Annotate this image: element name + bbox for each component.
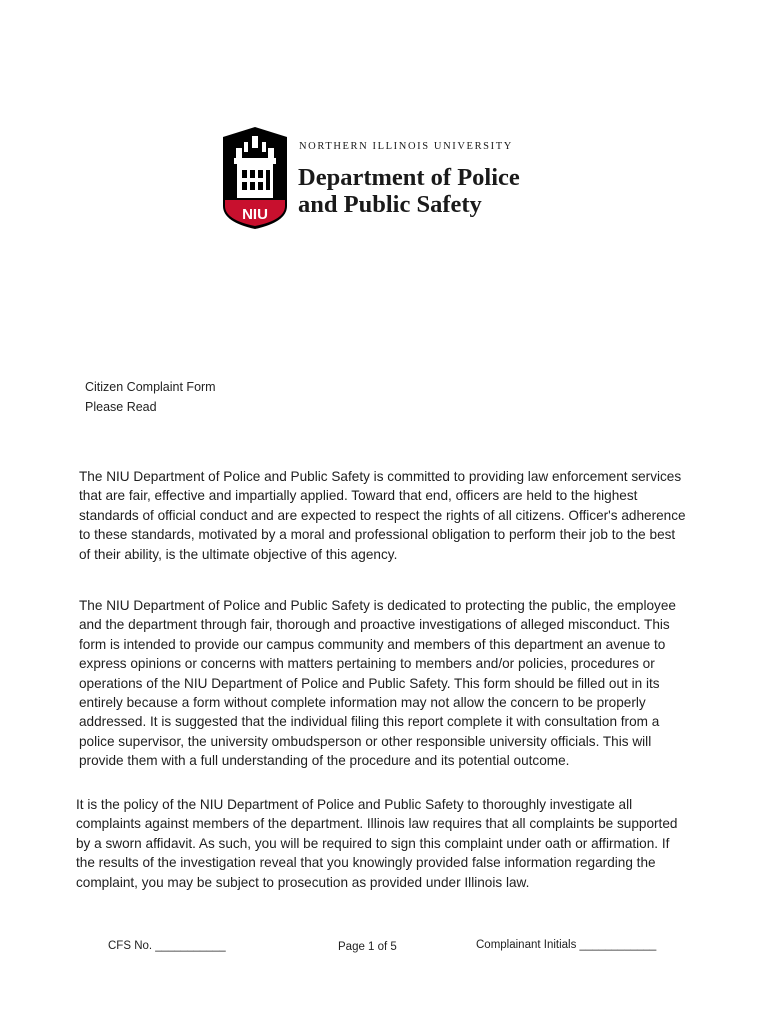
department-line-2: and Public Safety — [298, 191, 482, 218]
niu-shield-emblem-icon — [222, 126, 288, 230]
complainant-initials-field: Complainant Initials ____________ — [476, 939, 657, 951]
niu-police-logo — [222, 126, 552, 234]
niu-emblem-text: NIU — [242, 206, 268, 223]
purpose-paragraph: The NIU Department of Police and Public Safety is dedicated to protecting the public, the employee and the department through fair, thorough and proactive investigations of alleged misconduct. This form is intended to provide our campus community and members of this department an avenue to express opinions or concerns with matters pertaining to members and/or policies, procedures or operations of the NIU Department of Police and Public Safety. This form should be filled out in its entirely because a form without complete information may not allow the concern to be properly addressed. It is suggested that the individual filing this report complete it with consultation from a police supervisor, the university ombudsperson or other responsible university officials. This will provide them with a full understanding of the procedure and its potential outcome. — [79, 598, 676, 769]
page-number: Page 1 of 5 — [338, 941, 397, 953]
form-heading — [85, 378, 216, 417]
department-line-1: Department of Police — [298, 164, 520, 191]
form-subtitle: Please Read — [85, 399, 157, 414]
university-name: NORTHERN ILLINOIS UNIVERSITY — [299, 141, 513, 152]
form-title: Citizen Complaint Form — [85, 380, 216, 394]
intro-paragraph: The NIU Department of Police and Public Safety is committed to providing law enforcement services that are fair, effective and impartially applied. Toward that end, officers are held to the highest standards of official conduct and are expected to respect the rights of all citizens. Officer's adherence to these standards, motivated by a moral and professional obligation to perform their job to the best of their ability, is the ultimate objective of this agency. — [79, 469, 686, 562]
policy-paragraph: It is the policy of the NIU Department of Police and Public Safety to thoroughly investigate all complaints against members of the department. Illinois law requires that all complaints be supported by a sworn affidavit. As such, you will be required to sign this complaint under oath or affirmation. If the results of the investigation reveal that you knowingly provided false information regarding the complaint, you may be subject to prosecution as provided under Illinois law. — [76, 797, 678, 890]
department-name — [298, 164, 520, 218]
cfs-number-field: CFS No. ___________ — [108, 940, 226, 952]
